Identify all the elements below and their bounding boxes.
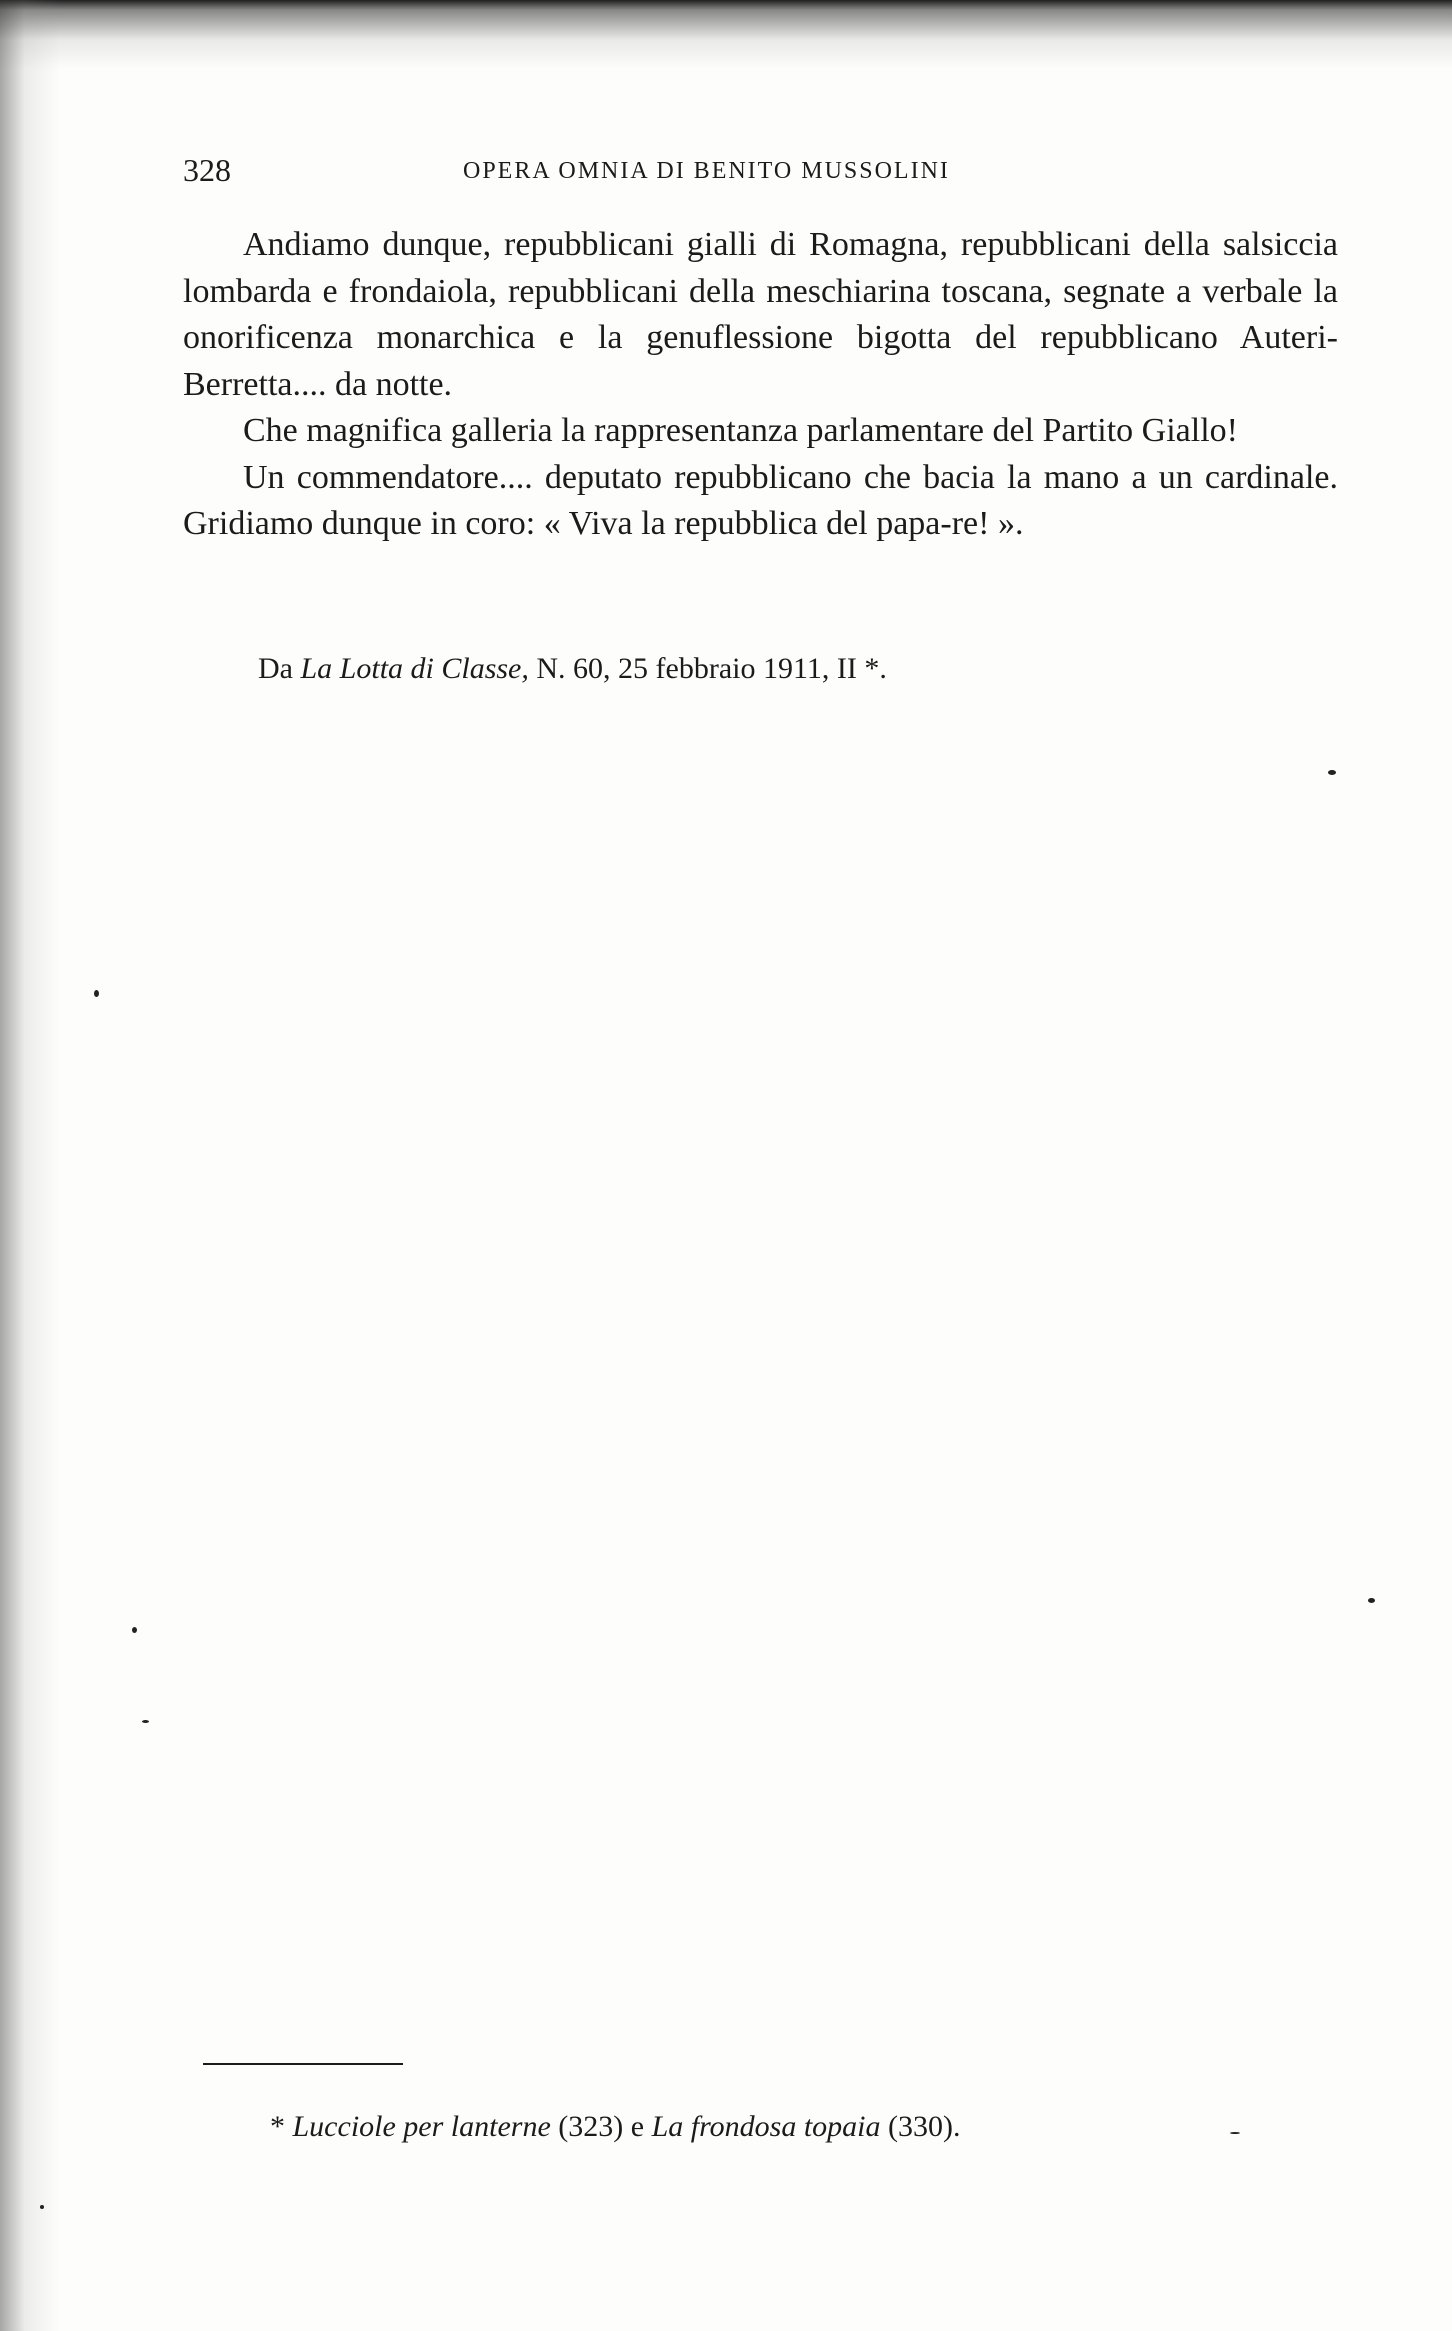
scan-speck: [1230, 2132, 1240, 2134]
citation-details: N. 60, 25 febbraio 1911, II *.: [528, 652, 887, 685]
footnote-title-2: La frondosa topaia: [651, 2110, 881, 2143]
running-header: [183, 152, 1073, 196]
footnote-ref-1: (323) e: [550, 2110, 652, 2143]
body-text: [183, 222, 1338, 548]
scan-edge-top: [0, 0, 1452, 70]
paragraph-1: Andiamo dunque, repubblicani gialli di Romagna, repubblicani della salsiccia lombarda e frondaiola, repubblicani della meschiarina toscana, segnate a verbale la onorificenza monarchica e la genuflessione bigotta del repubblicano Auteri-Berretta.... da notte.: [183, 226, 1338, 403]
scan-edge-left: [0, 0, 60, 2331]
footnote-ref-2: (330).: [880, 2110, 961, 2143]
scan-speck: [1368, 1598, 1375, 1603]
citation-source-title: La Lotta di Classe,: [300, 652, 529, 685]
source-citation: [258, 652, 887, 686]
footnote-title-1: Lucciole per lanterne: [292, 2110, 551, 2143]
paragraph-2: Che magnifica galleria la rappresentanza parlamentare del Partito Giallo!: [243, 412, 1238, 449]
footnote-rule: [203, 2063, 403, 2065]
scan-speck: [94, 990, 99, 997]
running-title: OPERA OMNIA DI BENITO MUSSOLINI: [463, 158, 950, 184]
footnote: [270, 2110, 961, 2144]
page-number: 328: [183, 152, 231, 188]
scan-speck: [1328, 770, 1336, 775]
scan-speck: [132, 1627, 137, 1633]
footnote-marker: *: [270, 2110, 293, 2143]
citation-prefix: Da: [258, 652, 301, 685]
paragraph-3: Un commendatore.... deputato repubblicano che bacia la mano a un cardinale. Gridiamo dunque in coro: « Viva la repubblica del papa-re! ».: [183, 458, 1338, 542]
scan-speck: [40, 2205, 44, 2209]
scan-speck: [142, 1720, 149, 1723]
